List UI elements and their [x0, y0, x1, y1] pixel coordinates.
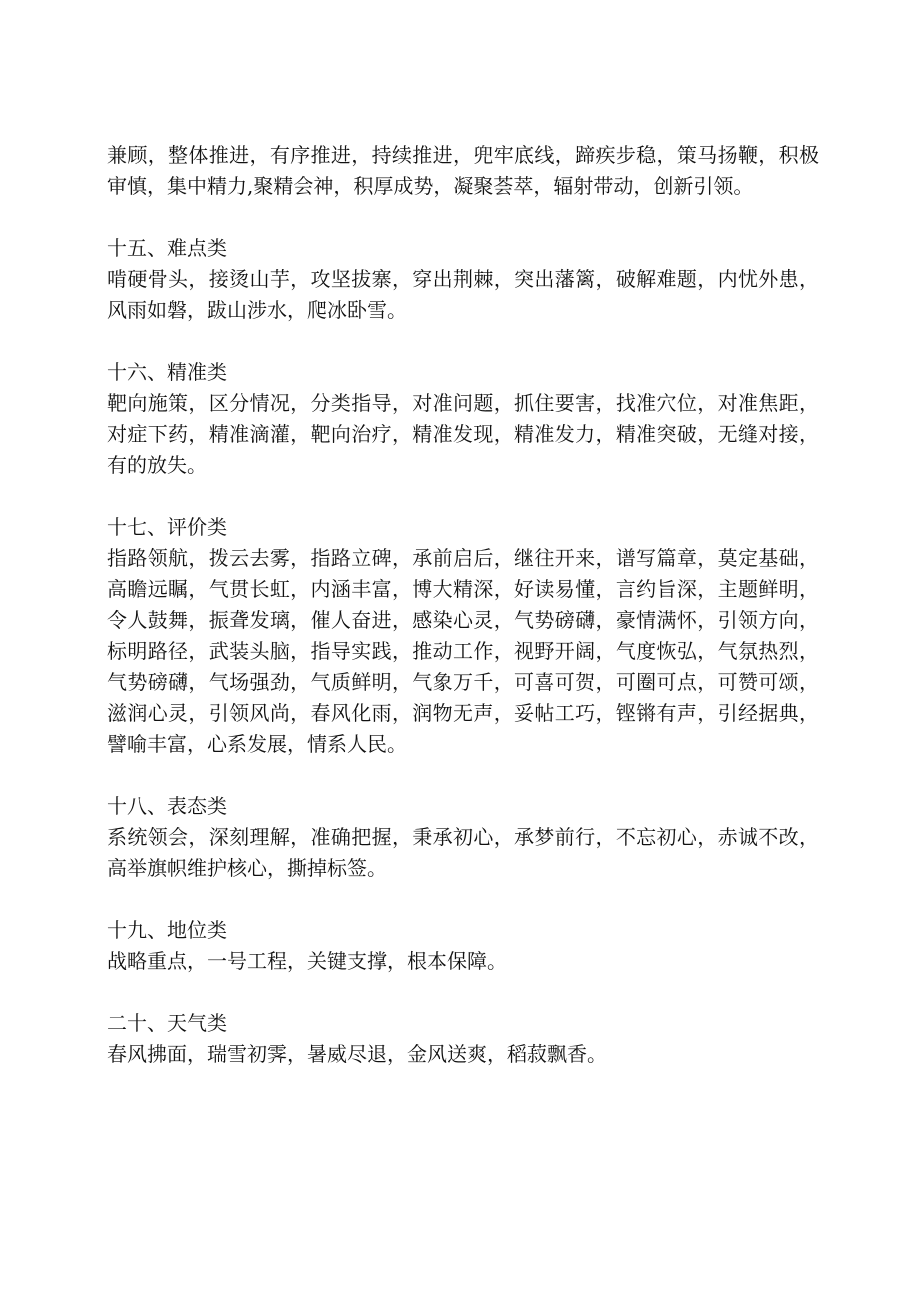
- section-body: 战略重点，一号工程，关键支撑，根本保障。: [107, 949, 507, 973]
- section-19-status: [107, 915, 819, 977]
- section-17-evaluation: [107, 512, 819, 760]
- section-heading: 十六、精准类: [107, 360, 227, 384]
- section-heading: 十八、表态类: [107, 794, 227, 818]
- section-body: 指路领航，拨云去雾，指路立碑，承前启后，继往开来，谱写篇章，莫定基础，高瞻远瞩，气贯长虹，内涵丰富，博大精深，好读易懂，言约旨深，主题鲜明，令人鼓舞，振聋发璃，催人奋进，感染心灵，气势磅礴，豪情满怀，引领方向，标明路径，武装头脑，指导实践，推动工作，视野开阔，气度恢弘，气氛热烈，气势磅礴，气场强劲，气质鲜明，气象万千，可喜可贺，可圈可点，可赞可颂，滋润心灵，引领风尚，春风化雨，润物无声，妥帖工巧，铿锵有声，引经据典，譬喻丰富，心系发展，情系人民。: [107, 546, 819, 756]
- section-body: 系统领会，深刻理解，准确把握，秉承初心，承梦前行，不忘初心，赤诚不改，高举旗帜维护核心，撕掉标签。: [107, 825, 819, 880]
- section-15-difficulty: [107, 233, 819, 326]
- section-16-precision: [107, 357, 819, 481]
- section-heading: 十七、评价类: [107, 515, 227, 539]
- section-heading: 十五、难点类: [107, 236, 227, 260]
- document-page: [107, 140, 819, 1070]
- intro-paragraph: 兼顾，整体推进，有序推进，持续推进，兜牢底线，蹄疾步稳，策马扬鞭，积极审慎，集中精力,聚精会神，积厚成势，凝聚荟萃，辐射带动，创新引领。: [107, 143, 819, 198]
- section-body: 靶向施策，区分情况，分类指导，对准问题，抓住要害，找准穴位，对准焦距，对症下药，精准滴灌，靶向治疗，精准发现，精准发力，精准突破，无缝对接，有的放失。: [107, 391, 819, 477]
- section-heading: 十九、地位类: [107, 918, 227, 942]
- section-20-weather: [107, 1008, 819, 1070]
- section-heading: 二十、天气类: [107, 1011, 227, 1035]
- section-body: 啃硬骨头，接烫山芋，攻坚拔寨，穿出荆棘，突出藩篱，破解难题，内忧外患，风雨如磐，跋山涉水，爬冰卧雪。: [107, 267, 819, 322]
- section-body: 春风拂面，瑞雪初霁，暑威尽退，金风送爽，稻菽飘香。: [107, 1042, 607, 1066]
- section-18-stance: [107, 791, 819, 884]
